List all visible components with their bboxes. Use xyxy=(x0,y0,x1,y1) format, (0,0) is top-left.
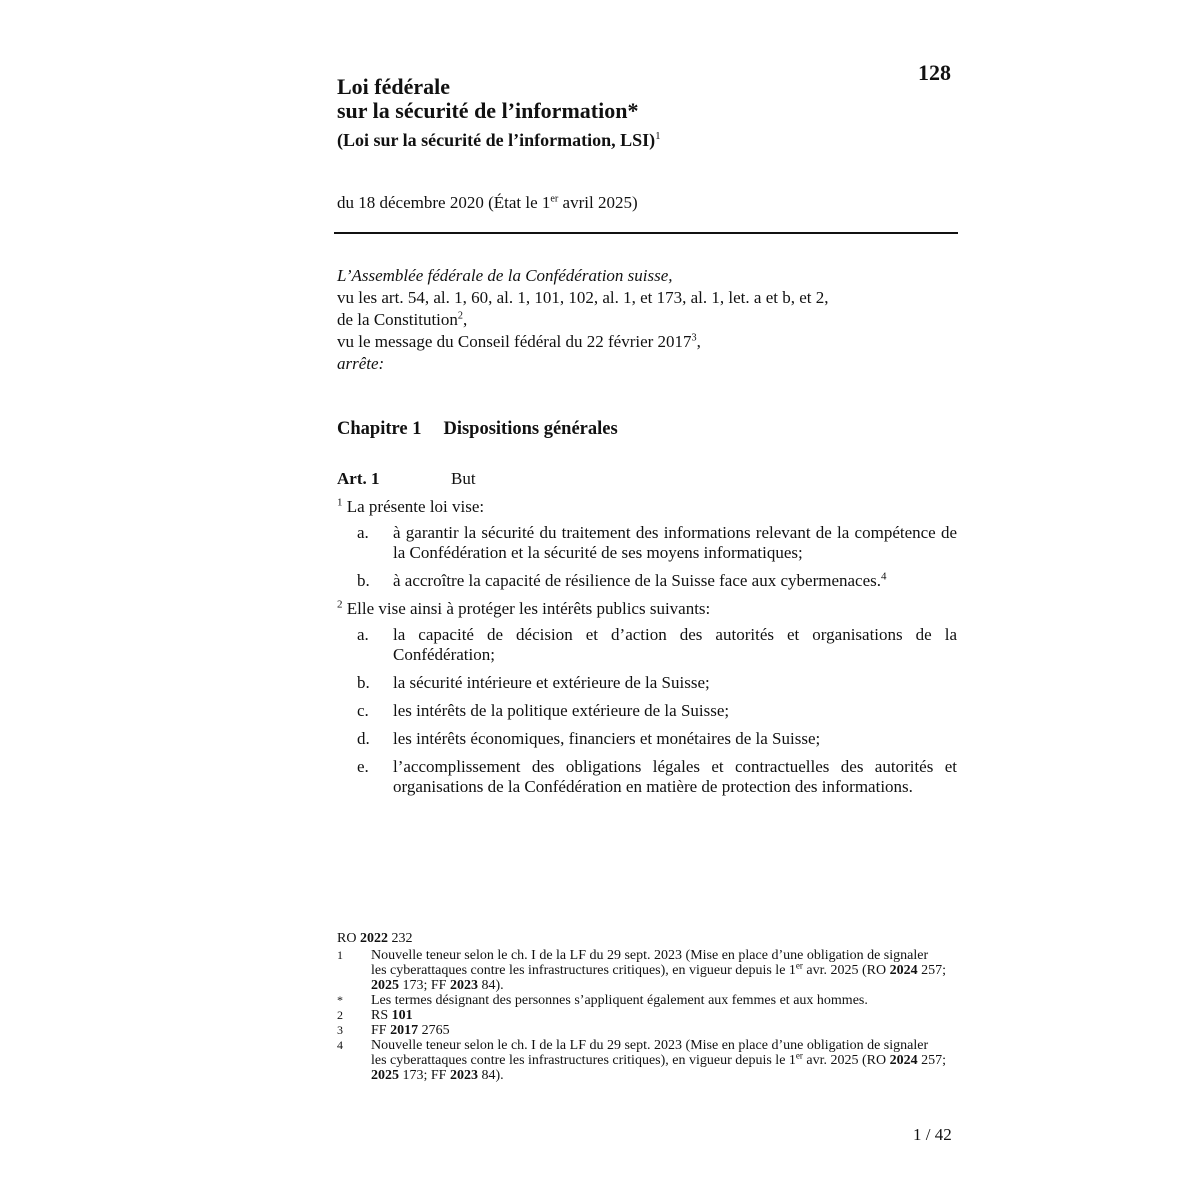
official-compilation-ref xyxy=(337,931,947,946)
footnote-mark: * xyxy=(337,993,343,1007)
fn3-prefix: FF xyxy=(371,1023,391,1038)
fn1-a: Nouvelle teneur selon le ch. I de la LF du 29 sept. 2023 (Mise en place d’une obligation de signaler les cyberattaques contre les infrastructures critiques), en vigueur depuis le 1 xyxy=(371,948,929,978)
list-item-text: les intérêts économiques, financiers et monétaires de la Suisse; xyxy=(393,729,821,748)
list-item-text: l’accomplissement des obligations légales et contractuelles des autorités et organisations de la Confédération en matière de protection des informations. xyxy=(393,757,957,796)
footnote-text xyxy=(371,1008,947,1023)
fn1-c: 257; xyxy=(917,963,947,978)
ro-prefix: RO xyxy=(337,931,360,946)
preamble-line-2-end: , xyxy=(462,310,468,329)
preamble-line-3 xyxy=(337,331,828,353)
footnote-mark: 4 xyxy=(337,1038,343,1052)
fn1-y3: 2023 xyxy=(449,978,478,993)
fn4-d: 173; FF xyxy=(399,1068,450,1083)
fn4-y3: 2023 xyxy=(449,1068,478,1083)
fn4-sup: er xyxy=(795,1050,803,1061)
footnote-mark: 3 xyxy=(337,1023,343,1037)
law-date xyxy=(337,193,638,213)
preamble-line-1: vu les art. 54, al. 1, 60, al. 1, 101, 102, al. 1, et 173, al. 1, let. a et b, et 2, xyxy=(337,288,829,307)
date-suffix: avril 2025) xyxy=(558,193,638,212)
list-item xyxy=(337,729,957,749)
ro-year: 2022 xyxy=(359,931,388,946)
footnote-text xyxy=(371,1038,947,1083)
preamble-decree: arrête: xyxy=(337,354,385,373)
page-number: 1 / 42 xyxy=(913,1125,952,1144)
header-divider xyxy=(334,232,958,234)
fn1-d: 173; FF xyxy=(399,978,450,993)
preamble-assembly: L’Assemblée fédérale de la Confédération suisse, xyxy=(337,266,673,285)
fn1-y2: 2025 xyxy=(371,978,399,993)
list-item-text: la capacité de décision et d’action des autorités et organisations de la Confédération; xyxy=(393,625,957,664)
fn1-e: 84). xyxy=(477,978,504,993)
footnote-4 xyxy=(337,1038,947,1083)
fn1-b: avr. 2025 (RO xyxy=(802,963,890,978)
list-item-text-body: à accroître la capacité de résilience de la Suisse face aux cybermenaces. xyxy=(393,571,881,590)
date-sup: er xyxy=(550,193,559,205)
paragraph-text: La présente loi vise: xyxy=(342,497,485,516)
list-item-label: a. xyxy=(357,625,369,644)
fn3-bold: 2017 xyxy=(390,1023,419,1038)
chapter-title: Dispositions générales xyxy=(443,419,618,439)
footnote-3 xyxy=(337,1023,947,1038)
list-item-label: e. xyxy=(357,757,369,776)
chapter-heading xyxy=(337,419,618,440)
list-item xyxy=(337,625,957,665)
preamble xyxy=(337,265,828,375)
date-prefix: du 18 décembre 2020 (État le 1 xyxy=(337,193,551,212)
law-title xyxy=(337,75,638,123)
fn3-suffix: 2765 xyxy=(418,1023,450,1038)
preamble-line-2-text: de la Constitution xyxy=(337,310,458,329)
footnote-text: Les termes désignant des personnes s’appliquent également aux femmes et aux hommes. xyxy=(371,993,868,1008)
list-item xyxy=(337,701,957,721)
preamble-line-3-end: , xyxy=(696,332,701,351)
list-item xyxy=(337,757,957,797)
list-item-label: c. xyxy=(357,701,369,720)
law-short-title xyxy=(337,130,661,151)
title-line-2: sur la sécurité de l’information* xyxy=(337,98,639,123)
list-item-label: b. xyxy=(357,673,370,692)
footnote-2 xyxy=(337,1008,947,1023)
sr-number: 128 xyxy=(918,60,951,85)
footnote-ref-2[interactable]: 2 xyxy=(457,310,463,322)
list-item-label: a. xyxy=(357,523,369,542)
list-item xyxy=(337,673,957,693)
list-item-label: b. xyxy=(357,571,370,590)
preamble-line-2 xyxy=(337,309,828,331)
footnote-star xyxy=(337,993,947,1008)
fn4-y1: 2024 xyxy=(889,1053,918,1068)
footnote-mark: 1 xyxy=(337,948,343,962)
list-item-text: la sécurité intérieure et extérieure de la Suisse; xyxy=(393,673,710,692)
list-item xyxy=(337,571,957,591)
paragraph-2 xyxy=(337,599,957,619)
fn4-a: Nouvelle teneur selon le ch. I de la LF du 29 sept. 2023 (Mise en place d’une obligation de signaler les cyberattaques contre les infrastructures critiques), en vigueur depuis le 1 xyxy=(371,1038,929,1068)
article-heading xyxy=(337,469,476,489)
footnote-text xyxy=(371,948,947,993)
fn1-sup: er xyxy=(795,960,803,971)
chapter-number: Chapitre 1 xyxy=(337,419,422,439)
footnote-ref-4[interactable]: 4 xyxy=(881,570,887,583)
footnotes xyxy=(337,931,947,1083)
footnote-mark: 2 xyxy=(337,1008,343,1022)
footnote-ref-3[interactable]: 3 xyxy=(691,332,697,344)
paragraph-text: Elle vise ainsi à protéger les intérêts publics suivants: xyxy=(342,599,711,618)
paragraph-number: 1 xyxy=(337,496,343,509)
fn2-prefix: RS xyxy=(371,1008,392,1023)
fn4-b: avr. 2025 (RO xyxy=(802,1053,890,1068)
list-item xyxy=(337,523,957,563)
footnote-ref-1[interactable]: 1 xyxy=(655,130,661,142)
fn4-y2: 2025 xyxy=(371,1068,399,1083)
list-item-text: à garantir la sécurité du traitement des informations relevant de la compétence de la Confédération et la sécurité de ses moyens informatiques; xyxy=(393,523,957,562)
title-line-1: Loi fédérale xyxy=(337,74,451,99)
subtitle-text: (Loi sur la sécurité de l’information, LSI) xyxy=(337,130,656,150)
list-item-text xyxy=(393,571,957,591)
article-body xyxy=(337,497,957,805)
paragraph-1 xyxy=(337,497,957,517)
fn1-y1: 2024 xyxy=(889,963,918,978)
fn2-bold: 101 xyxy=(391,1008,413,1023)
paragraph-number: 2 xyxy=(337,598,343,611)
footnote-1 xyxy=(337,948,947,993)
list-item-text: les intérêts de la politique extérieure de la Suisse; xyxy=(393,701,730,720)
fn4-e: 84). xyxy=(477,1068,504,1083)
list-item-label: d. xyxy=(357,729,370,748)
footnote-text xyxy=(371,1023,947,1038)
article-number: Art. 1 xyxy=(337,469,380,488)
fn4-c: 257; xyxy=(917,1053,947,1068)
preamble-line-3-text: vu le message du Conseil fédéral du 22 février 2017 xyxy=(337,332,692,351)
article-title: But xyxy=(451,469,476,488)
ro-page: 232 xyxy=(387,931,413,946)
